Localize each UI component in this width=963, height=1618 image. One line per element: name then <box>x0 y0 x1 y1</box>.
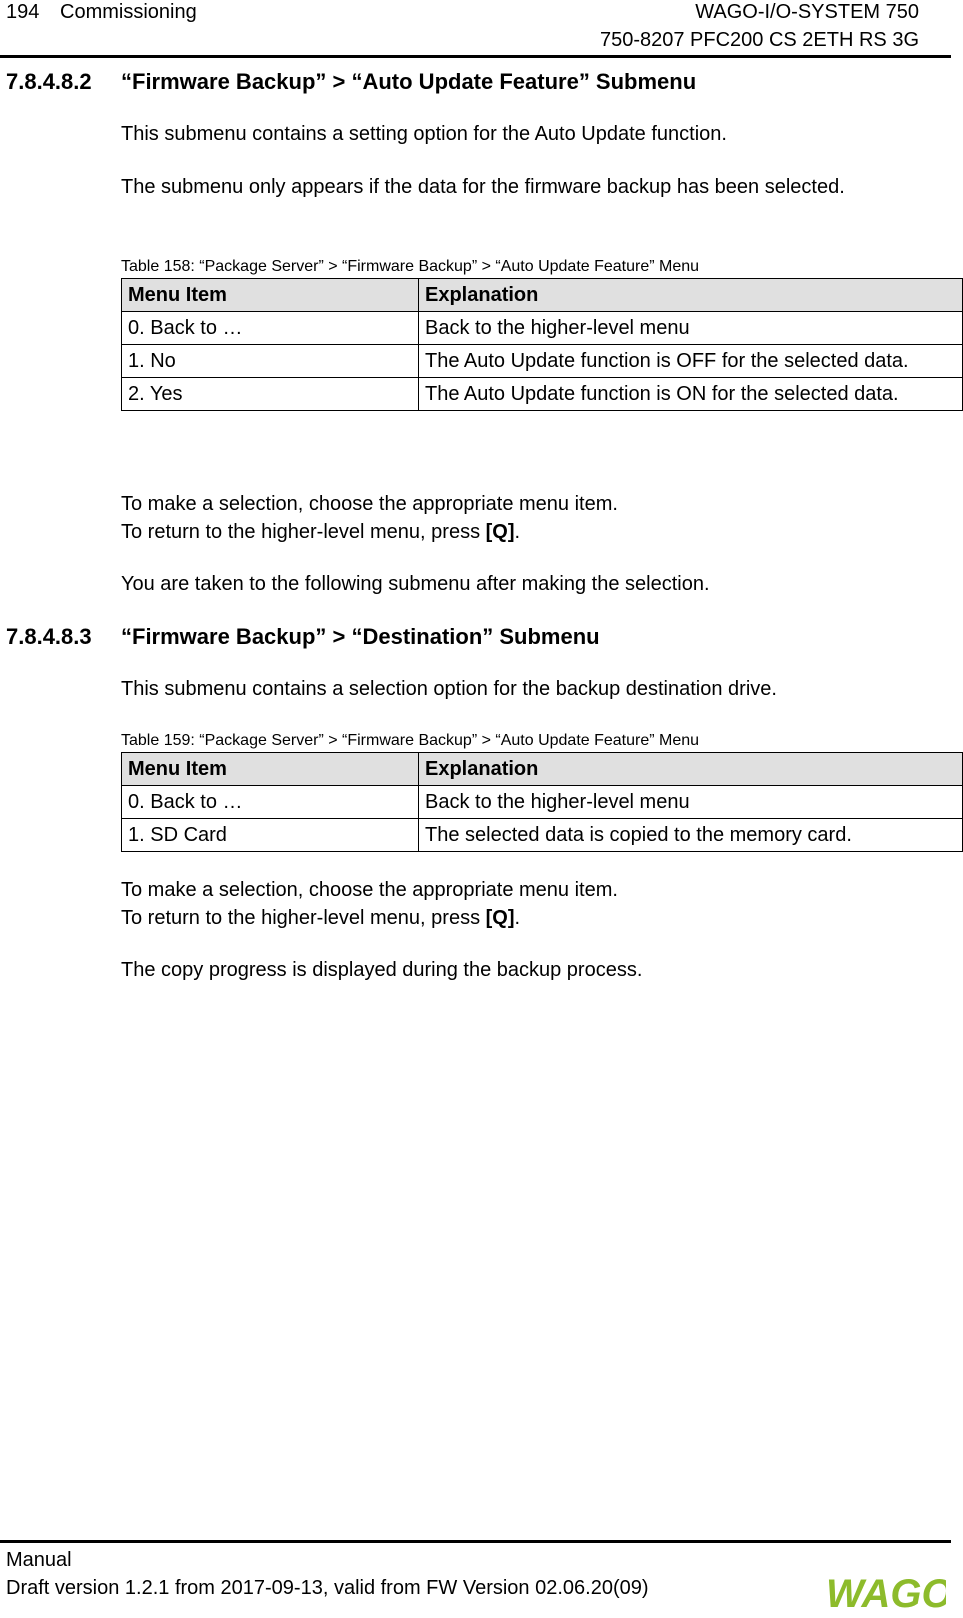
section-number: 7.8.4.8.2 <box>6 69 92 94</box>
menu-table <box>121 752 963 852</box>
column-header: Menu Item <box>122 279 419 312</box>
explanation-cell: The selected data is copied to the memory card. <box>419 819 963 852</box>
menu-table <box>121 278 963 411</box>
table-caption: Table 158: “Package Server” > “Firmware Backup” > “Auto Update Feature” Menu <box>121 258 700 275</box>
paragraph: The submenu only appears if the data for the firmware backup has been selected. <box>121 176 845 198</box>
column-header: Explanation <box>419 753 963 786</box>
wago-logo-icon <box>826 1571 946 1613</box>
instruction-text: . <box>514 907 521 929</box>
footer-version: Draft version 1.2.1 from 2017-09-13, valid from FW Version 02.06.20(09) <box>6 1577 649 1599</box>
instruction-text: . <box>514 521 521 543</box>
section-number: 7.8.4.8.3 <box>6 624 92 649</box>
table-row <box>122 345 963 378</box>
explanation-cell: Back to the higher-level menu <box>419 786 963 819</box>
menu-item-cell: 2. Yes <box>122 378 419 411</box>
menu-item-cell: 0. Back to … <box>122 312 419 345</box>
explanation-cell: Back to the higher-level menu <box>419 312 963 345</box>
wago-logo <box>826 1571 946 1618</box>
instruction-text: To return to the higher-level menu, press <box>121 907 486 929</box>
table-header-row <box>122 753 963 786</box>
product-name: 750-8207 PFC200 CS 2ETH RS 3G <box>599 29 919 51</box>
column-header: Menu Item <box>122 753 419 786</box>
table-row <box>122 378 963 411</box>
menu-item-cell: 1. No <box>122 345 419 378</box>
footer-rule <box>0 1540 951 1543</box>
menu-item-cell: 0. Back to … <box>122 786 419 819</box>
return-instruction <box>121 904 520 932</box>
system-name: WAGO-I/O-SYSTEM 750 <box>695 1 919 23</box>
menu-item-cell: 1. SD Card <box>122 819 419 852</box>
table-header-row <box>122 279 963 312</box>
table-caption: Table 159: “Package Server” > “Firmware Backup” > “Auto Update Feature” Menu <box>121 732 700 749</box>
paragraph: To make a selection, choose the appropriate menu item. <box>121 493 618 515</box>
chapter-title: Commissioning <box>60 1 197 23</box>
explanation-cell: The Auto Update function is OFF for the selected data. <box>419 345 963 378</box>
paragraph: You are taken to the following submenu after making the selection. <box>121 573 710 595</box>
paragraph: This submenu contains a setting option for the Auto Update function. <box>121 123 727 145</box>
footer-doc-type: Manual <box>6 1549 72 1571</box>
table-row <box>122 786 963 819</box>
key-label: [Q] <box>485 907 515 929</box>
table-row <box>122 819 963 852</box>
paragraph: The copy progress is displayed during the backup process. <box>121 959 643 981</box>
page-number: 194 <box>6 1 40 23</box>
column-header: Explanation <box>419 279 963 312</box>
section-title: “Firmware Backup” > “Destination” Submenu <box>121 624 600 649</box>
return-instruction <box>121 518 520 546</box>
table-row <box>122 312 963 345</box>
instruction-text: To return to the higher-level menu, press <box>121 521 486 543</box>
paragraph: To make a selection, choose the appropriate menu item. <box>121 879 618 901</box>
section-title: “Firmware Backup” > “Auto Update Feature” Submenu <box>121 69 697 94</box>
paragraph: This submenu contains a selection option for the backup destination drive. <box>121 678 777 700</box>
key-label: [Q] <box>485 521 515 543</box>
explanation-cell: The Auto Update function is ON for the selected data. <box>419 378 963 411</box>
svg-text:WAGO: WAGO <box>826 1572 946 1613</box>
header-rule <box>0 55 951 58</box>
